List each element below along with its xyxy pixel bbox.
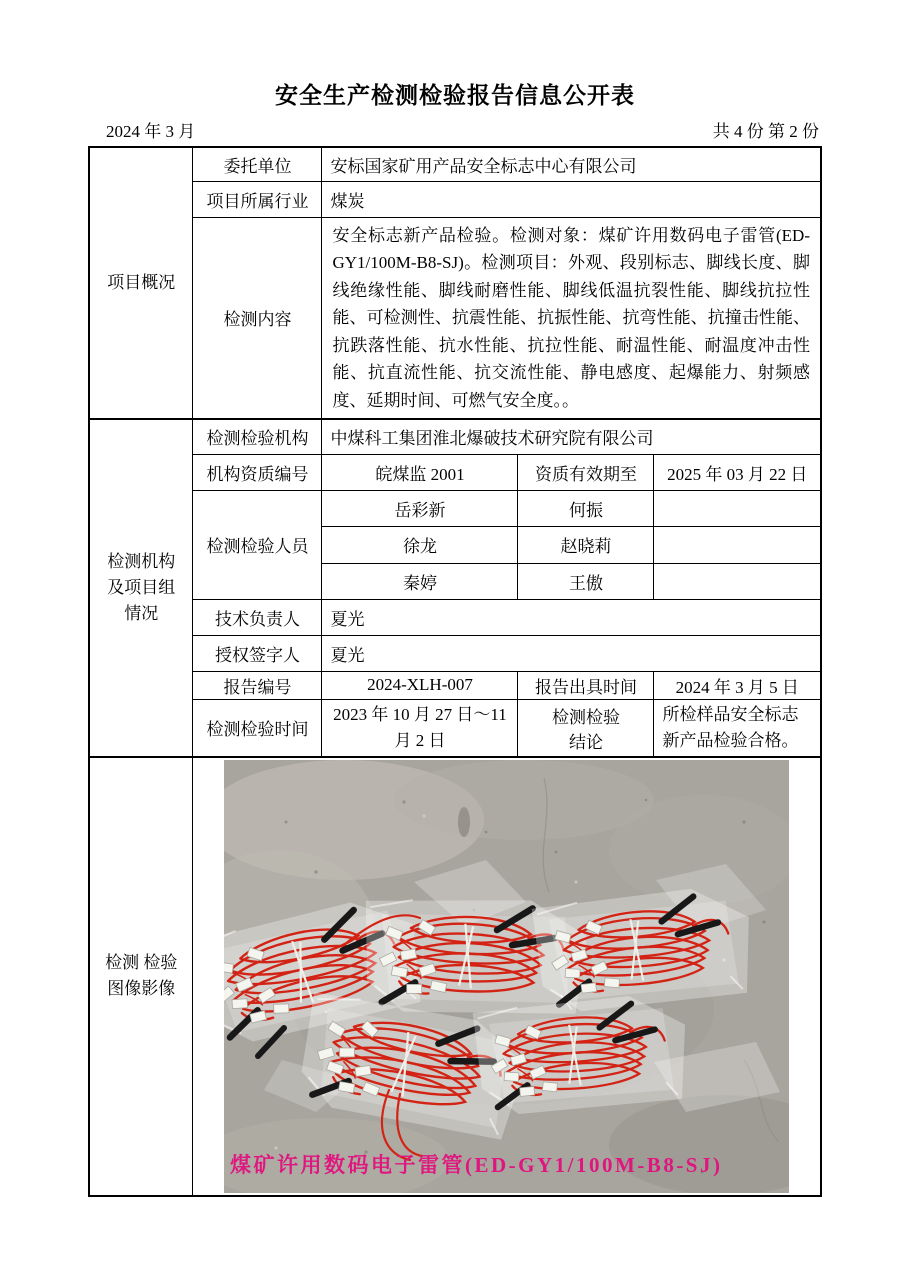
expiry-label: 资质有效期至 [518, 454, 654, 490]
photo-cell [193, 757, 821, 1196]
copies-info: 共 4 份 第 2 份 [712, 122, 819, 141]
photo-caption: 煤矿许用数码电子雷管(ED-GY1/100M-B8-SJ) [230, 1152, 723, 1177]
table-row [89, 635, 821, 671]
test-time-label: 检测检验时间 [193, 699, 322, 757]
section-label-images [89, 757, 193, 1196]
personnel-cell-empty [654, 526, 821, 563]
tech-lead-label: 技术负责人 [193, 599, 322, 635]
conclusion-value: 所检样品安全标志新产品检验合格。 [654, 699, 821, 757]
table-row [89, 757, 821, 1196]
table-row [89, 217, 821, 419]
personnel-label: 检测检验人员 [193, 490, 322, 599]
personnel-cell: 秦婷 [322, 563, 518, 599]
detonator-sample-photo [224, 760, 789, 1193]
table-row [89, 599, 821, 635]
conclusion-label [518, 699, 654, 757]
issue-time-value: 2024 年 3 月 5 日 [654, 671, 821, 699]
section-label-line: 图像影像 [107, 979, 176, 998]
qualification-value: 皖煤监 2001 [322, 454, 518, 490]
report-no-label: 报告编号 [193, 671, 322, 699]
meta-row [89, 120, 821, 144]
tech-lead-value: 夏光 [322, 599, 821, 635]
personnel-cell: 岳彩新 [322, 490, 518, 526]
table-row [89, 490, 821, 526]
personnel-cell: 何振 [518, 490, 654, 526]
test-time-value: 2023 年 10 月 27 日～11 月 2 日 [322, 699, 518, 757]
sample-photo [224, 760, 789, 1193]
content-value: 安全标志新产品检验。检测对象：煤矿许用数码电子雷管(ED-GY1/100M-B8-SJ)。检测项目：外观、段别标志、脚线长度、脚线绝缘性能、脚线耐磨性能、脚线低温抗裂性能、脚线抗拉性能、可检测性、抗震性能、抗振性能、抗弯性能、抗撞击性能、抗跌落性能、抗水性能、抗拉性能、耐温性能、耐温度冲击性能、抗直流性能、抗交流性能、静电感度、起爆能力、射频感度、延期时间、可燃气安全度。。 [322, 217, 821, 419]
section-label-project-overview: 项目概况 [89, 147, 193, 419]
consignor-label: 委托单位 [193, 147, 322, 181]
content-label: 检测内容 [193, 217, 322, 419]
table-row [89, 419, 821, 454]
table-row [89, 671, 821, 699]
industry-value: 煤炭 [322, 181, 821, 217]
report-table [88, 146, 822, 1197]
section-label-line: 及项目组 [107, 577, 176, 597]
section-label-line: 情况 [124, 603, 159, 623]
signatory-label: 授权签字人 [193, 635, 322, 671]
conclusion-label-text: 检测检验结论 [551, 707, 620, 752]
page-title: 安全生产检测检验报告信息公开表 [275, 82, 635, 108]
signatory-value: 夏光 [322, 635, 821, 671]
agency-value: 中煤科工集团淮北爆破技术研究院有限公司 [322, 419, 821, 454]
industry-label: 项目所属行业 [193, 181, 322, 217]
table-row [89, 181, 821, 217]
consignor-value: 安标国家矿用产品安全标志中心有限公司 [322, 147, 821, 181]
report-date: 2024 年 3 月 [106, 122, 196, 141]
expiry-value: 2025 年 03 月 22 日 [654, 454, 821, 490]
personnel-cell: 赵晓莉 [518, 526, 654, 563]
agency-label: 检测检验机构 [193, 419, 322, 454]
personnel-cell-empty [654, 563, 821, 599]
issue-time-label: 报告出具时间 [518, 671, 654, 699]
report-no-value: 2024-XLH-007 [322, 671, 518, 699]
section-label-line: 检测机构 [107, 551, 176, 571]
table-row [89, 147, 821, 181]
table-row [89, 699, 821, 757]
section-label-line: 检测 检验 [105, 953, 178, 972]
section-label-agency [89, 419, 193, 757]
personnel-cell-empty [654, 490, 821, 526]
personnel-cell: 徐龙 [322, 526, 518, 563]
qualification-label: 机构资质编号 [193, 454, 322, 490]
personnel-cell: 王傲 [518, 563, 654, 599]
table-row [89, 454, 821, 490]
